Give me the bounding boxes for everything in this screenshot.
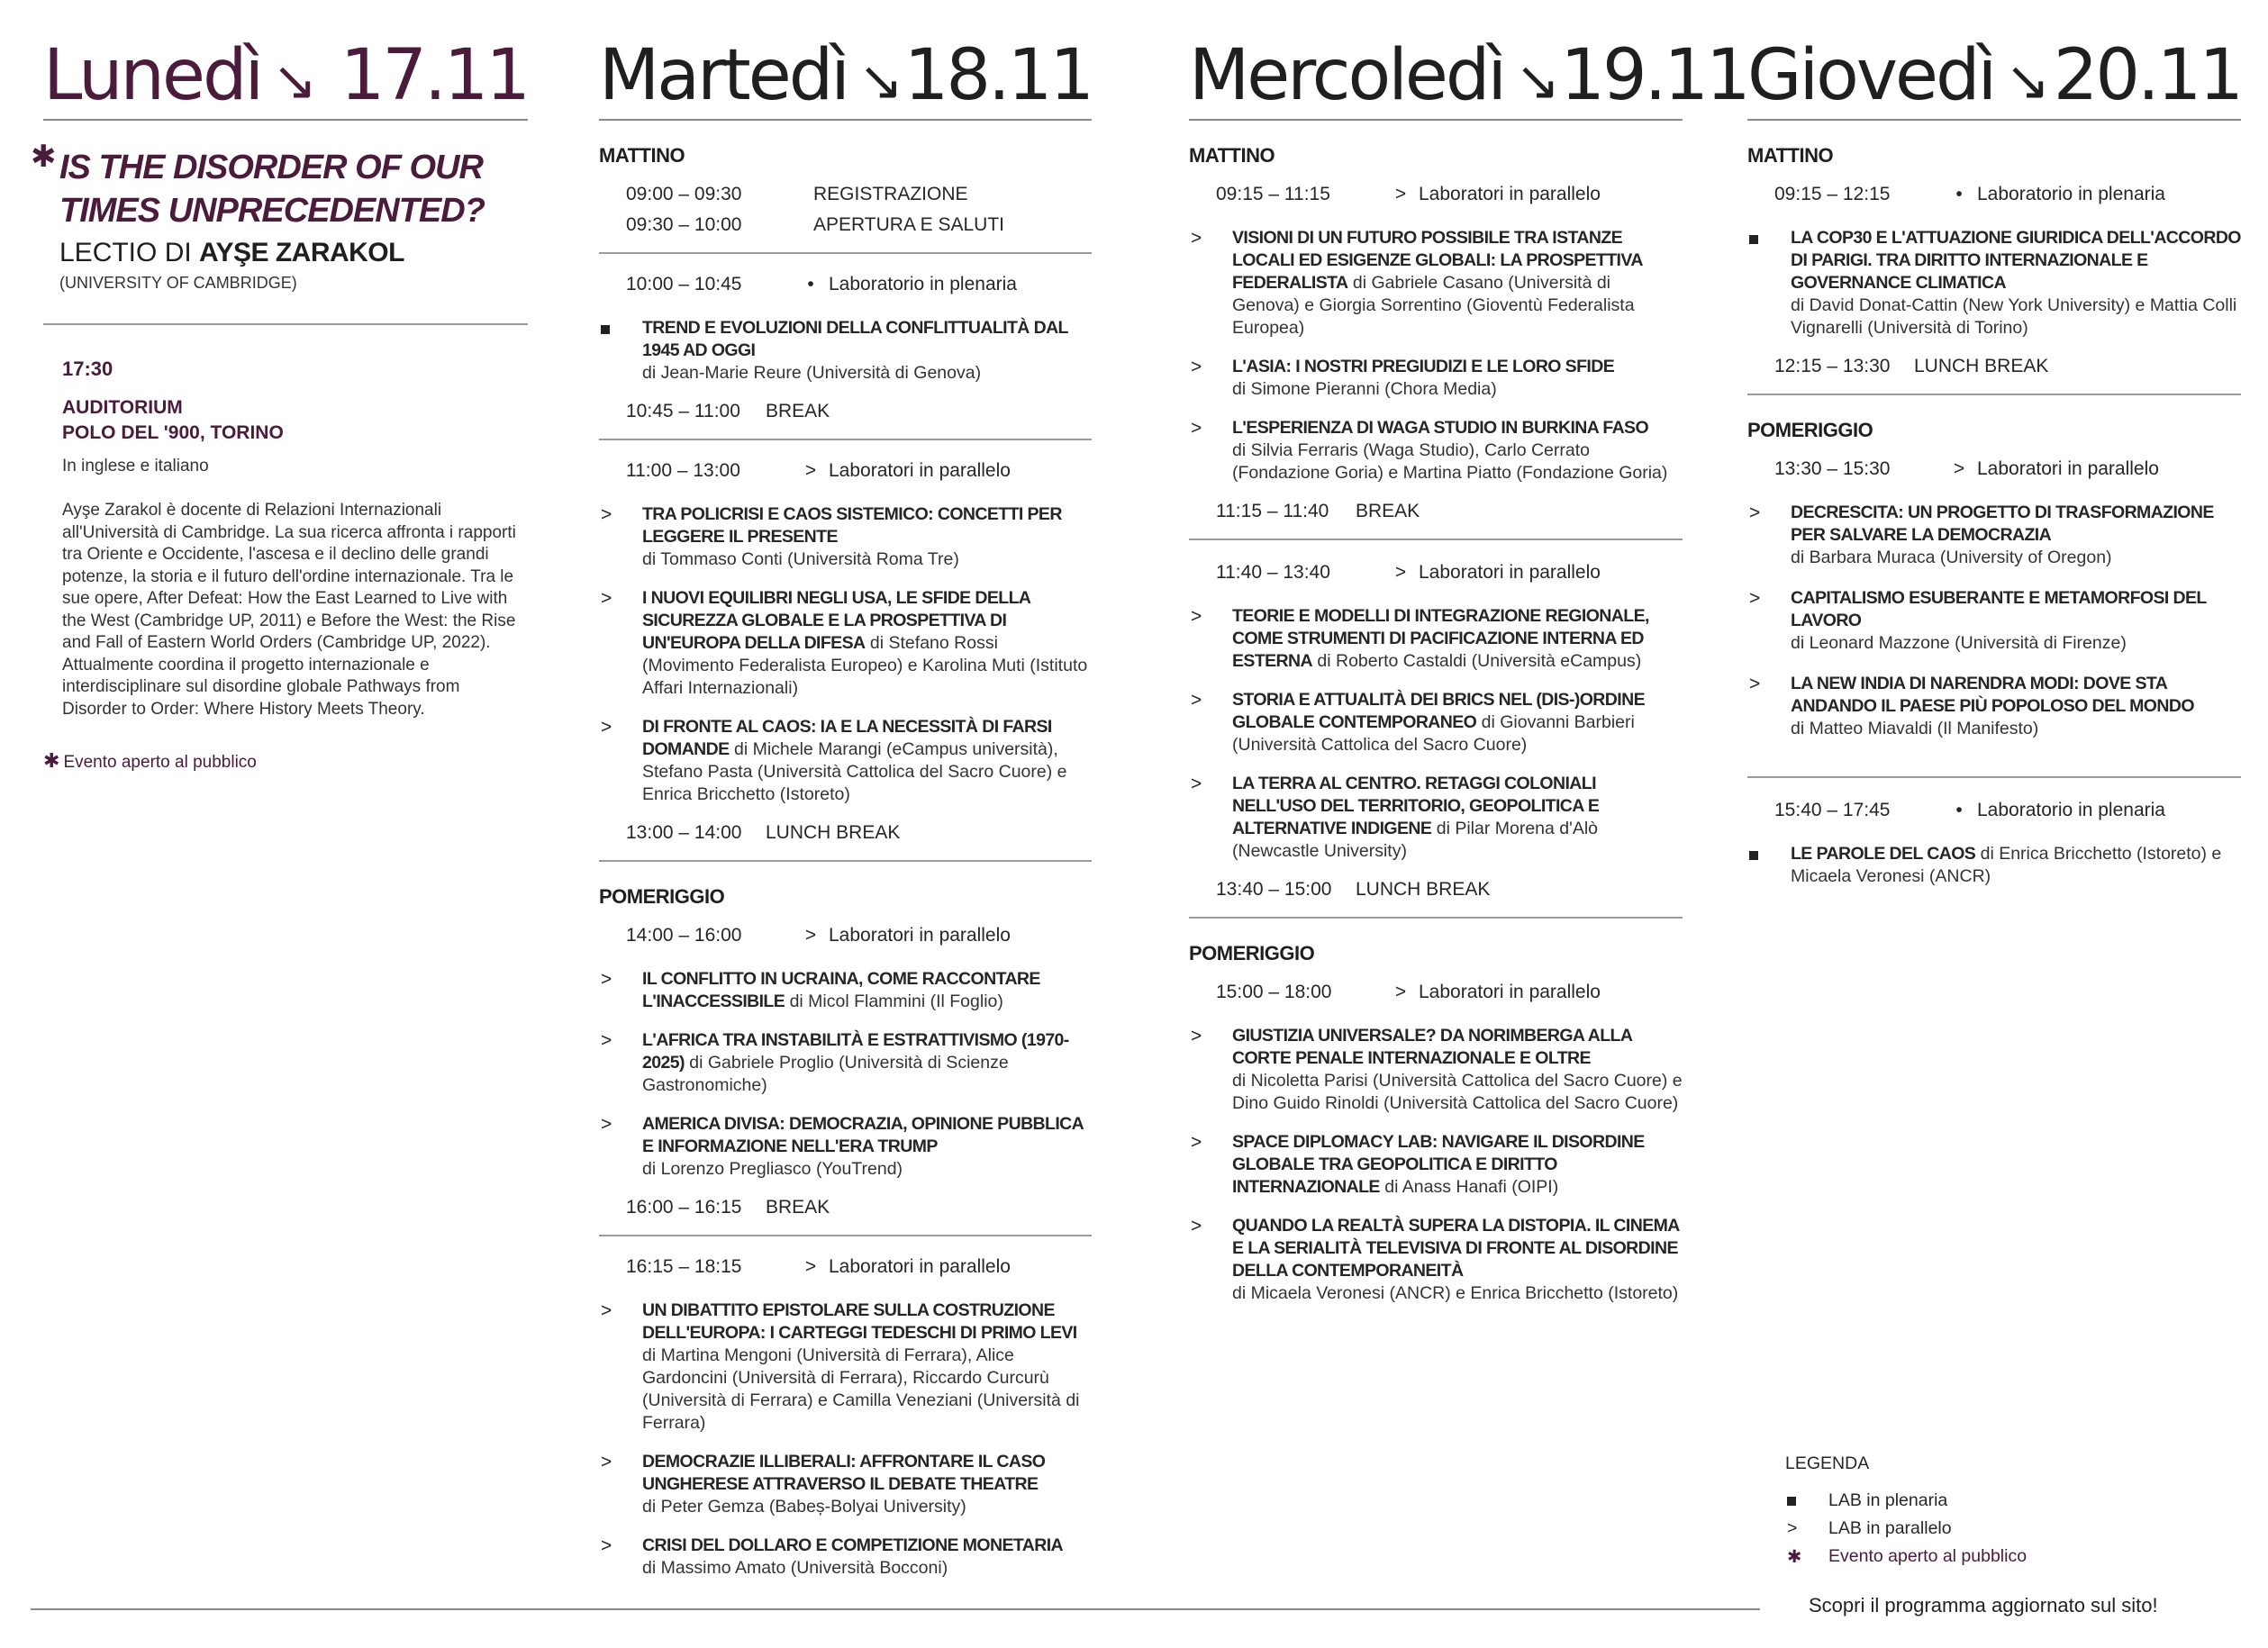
- day-date: 19.11: [1560, 35, 1748, 116]
- chevron-right-icon: >: [601, 1452, 612, 1472]
- divider: [599, 252, 1092, 254]
- chevron-right-icon: >: [1191, 357, 1202, 377]
- speaker-bio: Ayşe Zarakol è docente di Relazioni Internazionali all'Università di Cambridge. La sua ricerca affronta i rapporti tra Oriente e Occidente, l'ascesa e il declino delle grandi potenze, la storia e il futuro dell'ordine internazionale. Tra le sue opere, After Defeat: How the East Learned to Live with the West (Cambridge UP, 2011) e Before the West: the Rise and Fall of Eastern World Orders (Cambridge UP, 2022). Attualmente coordina il progetto internazionale e interdisciplinare sul disordine globale Pathways from Disorder to Order: Where History Meets Theory.: [62, 501, 516, 719]
- public-event-note: ✱ Evento aperto al pubblico: [43, 749, 257, 772]
- lecture-title-line2: TIMES UNPRECEDENTED?: [59, 192, 485, 230]
- chevron-right-icon: >: [601, 1300, 612, 1321]
- lab-item: > AMERICA DIVISA: DEMOCRAZIA, OPINIONE PUBBLICA E INFORMAZIONE NELL'ERA TRUMP di Lorenzo Pregliasco (YouTrend): [601, 1114, 1084, 1179]
- schedule-row: 09:00 – 09:30 REGISTRAZIONE: [626, 184, 968, 204]
- lab-item: > QUANDO LA REALTÀ SUPERA LA DISTOPIA. IL CINEMA E LA SERIALITÀ TELEVISIVA DI FRONTE AL DISORDINE DELLA CONTEMPORANEITÀ di Micaela Veronesi (ANCR) e Enrica Bricchetto (Istoreto): [1191, 1216, 1680, 1303]
- session-row: 13:30 – 15:30 > Laboratori in parallelo: [1774, 458, 2159, 479]
- legend-item-public: ✱ Evento aperto al pubblico: [1787, 1546, 2028, 1567]
- lab-item: > CAPITALISMO ESUBERANTE E METAMORFOSI DEL LAVORO di Leonard Mazzone (Università di Firenze): [1749, 588, 2207, 653]
- chevron-right-icon: >: [1394, 982, 1407, 1002]
- chevron-right-icon: >: [1749, 503, 1761, 523]
- lab-item: > L'ASIA: I NOSTRI PREGIUDIZI E LE LORO SFIDE di Simone Pieranni (Chora Media): [1191, 357, 1615, 399]
- lecture-title-line1: IS THE DISORDER OF OUR: [59, 149, 483, 186]
- lab-item: > LA NEW INDIA DI NARENDRA MODI: DOVE STA ANDANDO IL PAESE PIÙ POPOLOSO DEL MONDO di Matteo Miavaldi (Il Manifesto): [1749, 674, 2194, 738]
- session-row: 15:40 – 17:45 • Laboratorio in plenaria: [1774, 800, 2165, 820]
- lectio-line: [59, 238, 528, 268]
- chevron-right-icon: >: [1191, 1026, 1202, 1046]
- chevron-right-icon: >: [1394, 562, 1407, 583]
- divider: [1189, 539, 1683, 540]
- monday-column: [31, 32, 528, 773]
- chevron-right-icon: >: [804, 460, 817, 481]
- arrow-down-right-icon: ↘: [2005, 50, 2051, 113]
- asterisk-icon: ✱: [31, 140, 57, 174]
- legend-item-parallel: > LAB in parallelo: [1787, 1518, 1952, 1538]
- section-afternoon: POMERIGGIO: [599, 885, 725, 908]
- day-name: Mercoledì: [1189, 35, 1505, 116]
- lab-item: > I NUOVI EQUILIBRI NEGLI USA, LE SFIDE DELLA SICUREZZA GLOBALE E LA PROSPETTIVA DI UN'EUROPA DELLA DIFESA di Stefano Rossi (Movimento Federalista Europeo) e Karolina Muti (Istituto Affari Internazionali): [601, 588, 1088, 698]
- event-place: [62, 395, 528, 446]
- lab-item: > LA TERRA AL CENTRO. RETAGGI COLONIALI NELL'USO DEL TERRITORIO, GEOPOLITICA E ALTERNATIVE INDIGENE di Pilar Morena d'Alò (Newcastle University): [1191, 774, 1600, 861]
- session-row: 09:15 – 11:15 > Laboratori in parallelo: [1216, 184, 1601, 204]
- divider: [599, 1235, 1092, 1236]
- chevron-right-icon: >: [1191, 418, 1202, 439]
- event-info: [43, 358, 528, 720]
- break-row: 10:45 – 11:00 BREAK: [626, 401, 830, 421]
- dot-icon: •: [807, 274, 814, 294]
- day-name: Lunedì: [43, 35, 262, 116]
- chevron-right-icon: >: [804, 1256, 817, 1277]
- lab-item: LA COP30 E L'ATTUAZIONE GIURIDICA DELL'ACCORDO DI PARIGI. TRA DIRITTO INTERNAZIONALE E GOVERNANCE CLIMATICA di David Donat-Cattin (New York University) e Mattia Colli Vignarelli (Università di Torino): [1747, 227, 2241, 340]
- lab-item: > GIUSTIZIA UNIVERSALE? DA NORIMBERGA ALLA CORTE PENALE INTERNAZIONALE E OLTRE di Nicoletta Parisi (Università Cattolica del Sacro Cuore) e Dino Guido Rinoldi (Università Cattolica del Sacro Cuore): [1191, 1026, 1683, 1113]
- session-row: 11:40 – 13:40 > Laboratori in parallelo: [1216, 562, 1601, 583]
- square-bullet-icon: [599, 317, 642, 385]
- day-date: 20.11: [2053, 35, 2241, 116]
- dot-icon: •: [1955, 800, 1963, 820]
- place-line2: POLO DEL '900, TORINO: [62, 422, 284, 443]
- lectio-speaker: AYŞE ZARAKOL: [199, 238, 404, 267]
- divider: [599, 439, 1092, 440]
- schedule-row: 09:30 – 10:00 APERTURA E SALUTI: [626, 214, 1005, 235]
- legend-title: LEGENDA: [1785, 1453, 1870, 1473]
- lab-item: > DI FRONTE AL CAOS: IA E LA NECESSITÀ DI FARSI DOMANDE di Michele Marangi (eCampus università), Stefano Pasta (Università Cattolica del Sacro Cuore) e Enrica Bricchetto (Istoreto): [601, 717, 1067, 804]
- day-header: [1189, 32, 1748, 119]
- lunch-row: 12:15 – 13:30 LUNCH BREAK: [1774, 356, 2049, 376]
- legend: [1785, 1453, 2218, 1571]
- lab-item: > TEORIE E MODELLI DI INTEGRAZIONE REGIONALE, COME STRUMENTI DI PACIFICAZIONE INTERNA ED ESTERNA di Roberto Castaldi (Università eCampus): [1191, 606, 1649, 671]
- day-header: [43, 32, 528, 119]
- section-afternoon: POMERIGGIO: [1189, 942, 1315, 964]
- chevron-right-icon: >: [1191, 606, 1202, 627]
- session-row: 16:15 – 18:15 > Laboratori in parallelo: [626, 1256, 1011, 1277]
- day-header: [1747, 32, 2241, 119]
- divider: [1189, 917, 1683, 919]
- divider: [43, 323, 528, 325]
- speaker-affiliation: (UNIVERSITY OF CAMBRIDGE): [59, 274, 297, 292]
- lab-item: > DECRESCITA: UN PROGETTO DI TRASFORMAZIONE PER SALVARE LA DEMOCRAZIA di Barbara Muraca (University of Oregon): [1749, 503, 2214, 567]
- wednesday-column: [1189, 32, 1748, 1305]
- lab-item: > SPACE DIPLOMACY LAB: NAVIGARE IL DISORDINE GLOBALE TRA GEOPOLITICA E DIRITTO INTERNAZIONALE di Anass Hanafi (OIPI): [1191, 1132, 1645, 1197]
- lab-item: > UN DIBATTITO EPISTOLARE SULLA COSTRUZIONE DELL'EUROPA: I CARTEGGI TEDESCHI DI PRIMO LEVI di Martina Mengoni (Università di Ferrara), Alice Gardoncini (Università di Ferrara), Riccardo Curcurù (Università di Ferrara) e Camilla Veneziani (Università di Ferrara): [601, 1300, 1080, 1433]
- lunch-row: 13:00 – 14:00 LUNCH BREAK: [626, 822, 901, 843]
- footer-note[interactable]: Scopri il programma aggiornato sul sito!: [1809, 1594, 2158, 1616]
- square-bullet-icon: [1785, 1490, 1828, 1511]
- day-header: [599, 32, 1092, 119]
- session-row: 14:00 – 16:00 > Laboratori in parallelo: [626, 925, 1011, 946]
- legend-item-plenary: LAB in plenaria: [1785, 1487, 2218, 1515]
- chevron-right-icon: >: [601, 1030, 612, 1051]
- chevron-right-icon: >: [601, 504, 612, 525]
- section-morning: MATTINO: [599, 144, 685, 167]
- lab-item: > TRA POLICRISI E CAOS SISTEMICO: CONCETTI PER LEGGERE IL PRESENTE di Tommaso Conti (Università Roma Tre): [601, 504, 1062, 569]
- divider: [1747, 776, 2241, 778]
- lecture-block: [31, 140, 528, 293]
- chevron-right-icon: >: [804, 925, 817, 946]
- chevron-right-icon: >: [1191, 1132, 1202, 1153]
- break-row: 11:15 – 11:40 BREAK: [1216, 501, 1420, 521]
- day-name: Martedì: [599, 35, 848, 116]
- chevron-right-icon: >: [1191, 774, 1202, 794]
- section-afternoon: POMERIGGIO: [1747, 419, 1873, 441]
- lab-item: TREND E EVOLUZIONI DELLA CONFLITTUALITÀ DAL 1945 AD OGGI di Jean-Marie Reure (Università di Genova): [599, 317, 1092, 385]
- day-date: 17.11: [340, 35, 528, 116]
- chevron-right-icon: >: [1394, 184, 1407, 204]
- chevron-right-icon: >: [601, 969, 612, 990]
- session-row: 15:00 – 18:00 > Laboratori in parallelo: [1216, 982, 1601, 1002]
- square-bullet-icon: [1747, 843, 1791, 888]
- lab-item: > L'AFRICA TRA INSTABILITÀ E ESTRATTIVISMO (1970-2025) di Gabriele Proglio (Università di Scienze Gastronomiche): [601, 1030, 1069, 1095]
- asterisk-icon: ✱: [1787, 1546, 1802, 1567]
- square-bullet-icon: [1747, 227, 1791, 340]
- divider: [1747, 394, 2241, 395]
- day-date: 18.11: [903, 35, 1092, 116]
- chevron-right-icon: >: [1787, 1518, 1798, 1538]
- chevron-right-icon: >: [1749, 588, 1761, 609]
- tuesday-column: [599, 32, 1092, 1580]
- dot-icon: •: [1955, 184, 1963, 204]
- chevron-right-icon: >: [1191, 690, 1202, 711]
- place-line1: AUDITORIUM: [62, 397, 183, 418]
- chevron-right-icon: >: [601, 1535, 612, 1556]
- bottom-divider: [31, 1608, 1760, 1610]
- lab-item: LE PAROLE DEL CAOS di Enrica Bricchetto (Istoreto) e Micaela Veronesi (ANCR): [1747, 843, 2241, 888]
- event-time: 17:30: [62, 358, 113, 380]
- arrow-down-right-icon: ↘: [1515, 50, 1561, 113]
- chevron-right-icon: >: [1749, 674, 1761, 694]
- lab-item: > VISIONI DI UN FUTURO POSSIBILE TRA ISTANZE LOCALI ED ESIGENZE GLOBALI: LA PROSPETTIVA FEDERALISTA di Gabriele Casano (Università di Genova) e Giorgia Sorrentino (Gioventù Federalista Europea): [1191, 228, 1643, 338]
- chevron-right-icon: >: [1191, 1216, 1202, 1236]
- event-language: In inglese e italiano: [62, 457, 209, 475]
- arrow-down-right-icon: ↘: [857, 50, 904, 113]
- break-row: 16:00 – 16:15 BREAK: [626, 1197, 830, 1218]
- lab-item: > STORIA E ATTUALITÀ DEI BRICS NEL (DIS-)ORDINE GLOBALE CONTEMPORANEO di Giovanni Barbieri (Università Cattolica del Sacro Cuore): [1191, 690, 1645, 755]
- thursday-column: [1747, 32, 2241, 888]
- lab-item: > L'ESPERIENZA DI WAGA STUDIO IN BURKINA FASO di Silvia Ferraris (Waga Studio), Carlo Cerrato (Fondazione Goria) e Martina Piatto (Fondazione Goria): [1191, 418, 1668, 483]
- lab-item: > IL CONFLITTO IN UCRAINA, COME RACCONTARE L'INACCESSIBILE di Micol Flammini (Il Foglio): [601, 969, 1040, 1011]
- asterisk-icon: ✱: [43, 749, 60, 772]
- lunch-row: 13:40 – 15:00 LUNCH BREAK: [1216, 879, 1491, 900]
- chevron-right-icon: >: [1953, 458, 1965, 479]
- session-row: 10:00 – 10:45 • Laboratorio in plenaria: [626, 274, 1017, 294]
- arrow-down-right-icon: ↘: [272, 50, 318, 113]
- chevron-right-icon: >: [1191, 228, 1202, 249]
- lectio-prefix: LECTIO DI: [59, 238, 192, 267]
- chevron-right-icon: >: [601, 1114, 612, 1135]
- chevron-right-icon: >: [601, 588, 612, 609]
- section-morning: MATTINO: [1189, 144, 1275, 167]
- divider: [599, 860, 1092, 862]
- lab-item: > DEMOCRAZIE ILLIBERALI: AFFRONTARE IL CASO UNGHERESE ATTRAVERSO IL DEBATE THEATRE di Peter Gemza (Babeș-Bolyai University): [601, 1452, 1046, 1517]
- day-name: Giovedì: [1747, 35, 1995, 116]
- session-row: 11:00 – 13:00 > Laboratori in parallelo: [626, 460, 1011, 481]
- chevron-right-icon: >: [601, 717, 612, 738]
- lab-item: > CRISI DEL DOLLARO E COMPETIZIONE MONETARIA di Massimo Amato (Università Bocconi): [601, 1535, 1064, 1578]
- session-row: 09:15 – 12:15 • Laboratorio in plenaria: [1774, 184, 2165, 204]
- section-morning: MATTINO: [1747, 144, 1834, 167]
